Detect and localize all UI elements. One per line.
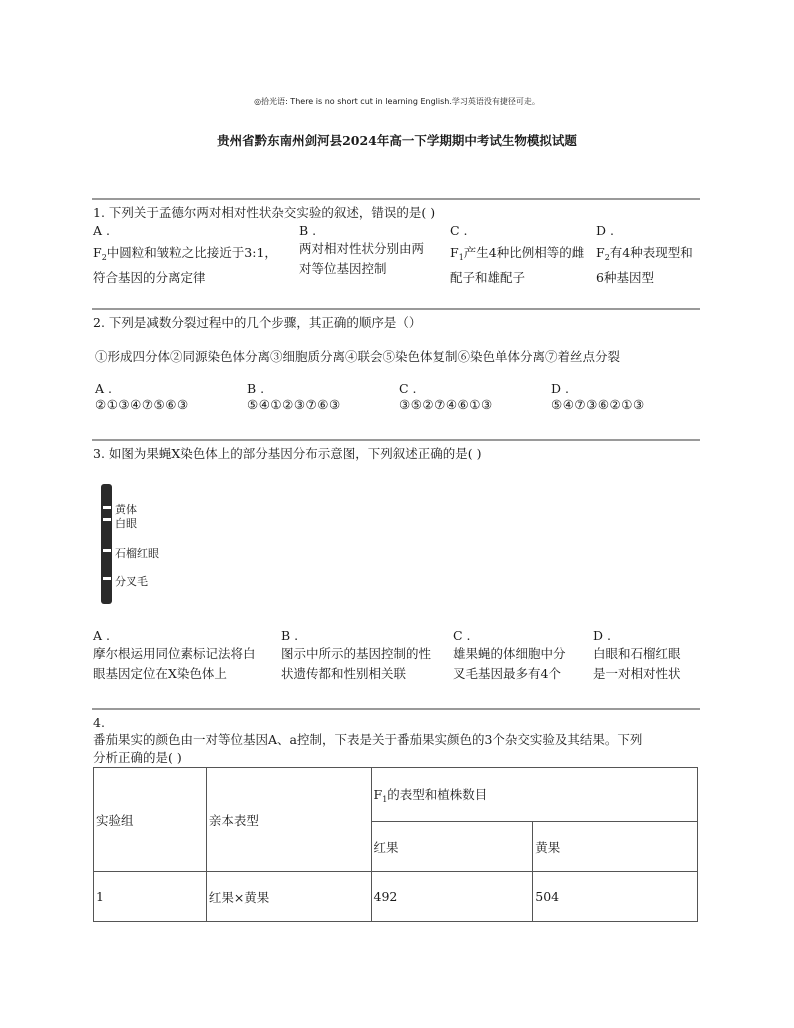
question-2-steps: ①形成四分体②同源染色体分离③细胞质分离④联会⑤染色体复制⑥染色单体分离⑦着丝点分裂: [95, 349, 621, 364]
option-text: ②①③④⑦⑤⑥③: [95, 397, 189, 412]
question-2-stem: 2. 下列是减数分裂过程中的几个步骤，其正确的顺序是（）: [93, 315, 422, 330]
table-cell: 492: [371, 872, 533, 922]
option-letter: C .: [453, 628, 471, 643]
option-letter: B .: [247, 381, 265, 396]
gene-label: 石榴红眼: [115, 547, 159, 560]
option-text: ⑤④⑦③⑥②①③: [551, 397, 645, 412]
option-letter: C .: [450, 223, 468, 238]
results-table: [93, 767, 698, 922]
q1-option-b[interactable]: [299, 223, 444, 279]
q3-option-d[interactable]: [593, 628, 703, 684]
q2-option-d[interactable]: [551, 381, 645, 412]
divider: [92, 198, 700, 200]
option-text: $F_2$中圆粒和皱粒之比接近于3:1， 符合基因的分离定律: [93, 245, 277, 285]
page-title: 贵州省黔东南州剑河县2024年高一下学期期中考试生物模拟试题: [217, 133, 577, 148]
gene-marker: [103, 577, 111, 580]
header-cell: 黄果: [533, 822, 698, 872]
option-text: 摩尔根运用同位素标记法将白 眼基因定位在X染色体上: [93, 646, 256, 681]
question-4-stem-line2: 分析正确的是( ): [93, 750, 182, 765]
option-text: 雄果蝇的体细胞中分 叉毛基因最多有4个: [453, 646, 566, 681]
q2-option-a[interactable]: [95, 381, 189, 412]
option-letter: D .: [551, 381, 569, 396]
option-text: 白眼和石榴红眼 是一对相对性状: [593, 646, 681, 681]
option-letter: B .: [299, 223, 317, 238]
q3-option-a[interactable]: [93, 628, 278, 684]
question-4-number: 4.: [93, 715, 105, 730]
divider: [92, 708, 700, 710]
option-text: $F_2$有4种表现型和 6种基因型: [596, 245, 693, 285]
gene-marker: [103, 549, 111, 552]
header-cell: 实验组: [94, 768, 207, 872]
option-text: 两对相对性状分别由两 对等位基因控制: [299, 241, 425, 276]
header-cell: 红果: [371, 822, 533, 872]
option-letter: A .: [93, 223, 110, 238]
gene-marker: [103, 506, 111, 509]
question-4-stem-line1: 番茄果实的颜色由一对等位基因A、a控制，下表是关于番茄果实颜色的3个杂交实验及其结果。下列: [93, 732, 643, 747]
divider: [92, 308, 700, 310]
question-1-stem: 1. 下列关于孟德尔两对相对性状杂交实验的叙述，错误的是( ): [93, 205, 436, 220]
table-cell: 1: [94, 872, 207, 922]
q3-option-c[interactable]: [453, 628, 588, 684]
option-letter: C .: [399, 381, 417, 396]
gene-label: 白眼: [115, 517, 137, 530]
option-letter: D .: [593, 628, 611, 643]
header-cell: 亲本表型: [206, 768, 371, 872]
motto: ◎拾光语: There is no short cut in learning English.学习英语没有捷径可走。: [254, 97, 540, 106]
q2-option-c[interactable]: [399, 381, 493, 412]
divider: [92, 439, 700, 441]
gene-label: 分叉毛: [115, 575, 148, 588]
q1-option-d[interactable]: [596, 223, 706, 288]
option-text: ⑤④①②③⑦⑥③: [247, 397, 341, 412]
x-chromosome: [101, 484, 112, 604]
q2-option-b[interactable]: [247, 381, 341, 412]
option-letter: A .: [95, 381, 112, 396]
option-letter: B .: [281, 628, 299, 643]
header-cell: $F_1$的表型和植株数目: [371, 768, 697, 822]
option-letter: A .: [93, 628, 110, 643]
q3-option-b[interactable]: [281, 628, 451, 684]
table-cell: 红果×黄果: [206, 872, 371, 922]
option-letter: D .: [596, 223, 614, 238]
option-text: 图示中所示的基因控制的性 状遗传都和性别相关联: [281, 646, 432, 681]
gene-marker: [103, 518, 111, 521]
gene-label: 黄体: [115, 503, 137, 516]
question-3-stem: 3. 如图为果蝇X染色体上的部分基因分布示意图，下列叙述正确的是( ): [93, 446, 482, 461]
table-row: [94, 872, 698, 922]
q1-option-c[interactable]: [450, 223, 590, 288]
table-cell: 504: [533, 872, 698, 922]
q1-option-a[interactable]: [93, 223, 283, 288]
option-text: ③⑤②⑦④⑥①③: [399, 397, 493, 412]
option-text: $F_1$产生4种比例相等的雌 配子和雄配子: [450, 245, 585, 285]
